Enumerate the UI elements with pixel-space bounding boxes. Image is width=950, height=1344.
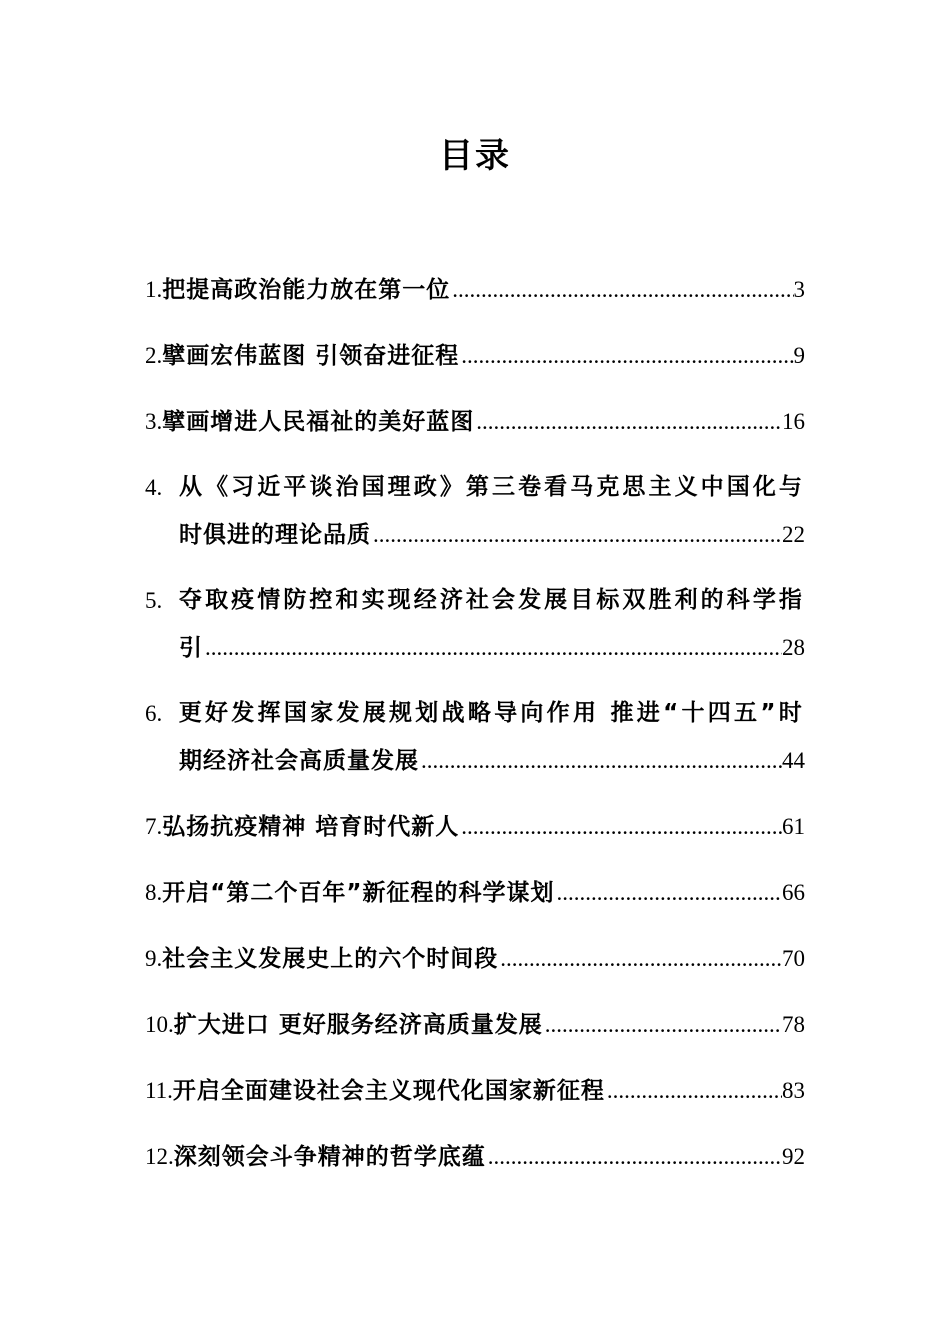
toc-entry-title: 时俱进的理论品质 xyxy=(179,522,371,548)
toc-entry-title: 弘扬抗疫精神 培育时代新人 xyxy=(162,814,460,840)
toc-entry-page-number: 16 xyxy=(782,409,805,434)
toc-entry[interactable] xyxy=(145,1067,805,1114)
toc-entry-number: 9. xyxy=(145,946,163,971)
toc-entry-page-number: 3 xyxy=(793,277,805,302)
toc-list xyxy=(145,266,805,1199)
toc-entry-number: 3. xyxy=(145,409,163,434)
toc-dot-leader xyxy=(461,803,782,850)
toc-entry-page-number: 92 xyxy=(782,1144,805,1169)
toc-entry-page-number: 66 xyxy=(782,880,805,905)
toc-entry-line xyxy=(145,624,805,671)
toc-entry[interactable] xyxy=(145,935,805,982)
toc-entry-page-number: 78 xyxy=(782,1012,805,1037)
toc-entry-line xyxy=(145,690,805,737)
toc-title: 目录 xyxy=(439,136,511,176)
toc-entry[interactable] xyxy=(145,577,805,671)
toc-entry-title: 开启全面建设社会主义现代化国家新征程 xyxy=(172,1078,605,1104)
toc-dot-leader xyxy=(461,332,793,379)
toc-entry-title: 擘画宏伟蓝图 引领奋进征程 xyxy=(162,343,460,369)
toc-entry-line xyxy=(145,1001,805,1048)
toc-entry[interactable] xyxy=(145,690,805,784)
toc-entry[interactable] xyxy=(145,398,805,445)
toc-entry[interactable] xyxy=(145,1001,805,1048)
toc-entry-title: 更好发挥国家发展规划战略导向作用 推进“十四五”时 xyxy=(178,700,805,726)
toc-dot-leader xyxy=(556,869,782,916)
toc-entry-title: 夺取疫情防控和实现经济社会发展目标双胜利的科学指 xyxy=(179,587,805,613)
toc-entry-page-number: 22 xyxy=(782,522,805,547)
toc-entry-title: 擘画增进人民福祉的美好蓝图 xyxy=(162,409,475,435)
toc-entry-page-number: 9 xyxy=(793,343,805,368)
toc-dot-leader xyxy=(373,511,782,558)
toc-entry[interactable] xyxy=(145,1133,805,1180)
toc-entry-number: 6. xyxy=(145,701,163,726)
toc-entry-line xyxy=(145,803,805,850)
toc-entry-title: 深刻领会斗争精神的哲学底蕴 xyxy=(173,1144,486,1170)
toc-entry-title: 从《习近平谈治国理政》第三卷看马克思主义中国化与 xyxy=(179,474,805,500)
toc-entry[interactable] xyxy=(145,266,805,313)
toc-entry-title: 把提高政治能力放在第一位 xyxy=(162,277,451,303)
toc-dot-leader xyxy=(476,398,782,445)
toc-entry-line xyxy=(145,869,805,916)
toc-entry-line xyxy=(145,464,805,511)
toc-entry-line xyxy=(145,332,805,379)
toc-dot-leader xyxy=(205,624,782,671)
toc-entry[interactable] xyxy=(145,869,805,916)
toc-entry-number: 11. xyxy=(145,1078,173,1103)
toc-entry-number: 2. xyxy=(145,343,163,368)
toc-dot-leader xyxy=(421,737,782,784)
toc-entry-line xyxy=(145,266,805,313)
toc-dot-leader xyxy=(500,935,782,982)
toc-entry-number: 5. xyxy=(145,588,163,613)
toc-entry-number: 12. xyxy=(145,1144,174,1169)
toc-entry-number: 1. xyxy=(145,277,163,302)
toc-entry-title: 开启“第二个百年”新征程的科学谋划 xyxy=(162,880,555,906)
toc-entry-number: 7. xyxy=(145,814,163,839)
toc-entry-line xyxy=(145,577,805,624)
toc-entry-page-number: 70 xyxy=(782,946,805,971)
toc-entry[interactable] xyxy=(145,803,805,850)
toc-entry-title: 社会主义发展史上的六个时间段 xyxy=(162,946,499,972)
toc-entry-page-number: 28 xyxy=(782,635,805,660)
toc-entry-title: 期经济社会高质量发展 xyxy=(179,748,419,774)
toc-entry-line xyxy=(145,935,805,982)
toc-entry[interactable] xyxy=(145,464,805,558)
toc-entry-title: 扩大进口 更好服务经济高质量发展 xyxy=(173,1012,543,1038)
toc-entry-line xyxy=(145,511,805,558)
toc-entry-line xyxy=(145,1133,805,1180)
toc-entry[interactable] xyxy=(145,332,805,379)
toc-entry-number: 4. xyxy=(145,475,163,500)
toc-dot-leader xyxy=(488,1133,782,1180)
toc-entry-title: 引 xyxy=(179,635,203,661)
toc-dot-leader xyxy=(452,266,793,313)
toc-dot-leader xyxy=(607,1067,782,1114)
toc-entry-line xyxy=(145,737,805,784)
toc-entry-line xyxy=(145,1067,805,1114)
toc-entry-page-number: 61 xyxy=(782,814,805,839)
toc-entry-number: 10. xyxy=(145,1012,174,1037)
toc-dot-leader xyxy=(545,1001,782,1048)
toc-entry-page-number: 83 xyxy=(782,1078,805,1103)
toc-entry-line xyxy=(145,398,805,445)
toc-entry-page-number: 44 xyxy=(782,748,805,773)
toc-entry-number: 8. xyxy=(145,880,163,905)
